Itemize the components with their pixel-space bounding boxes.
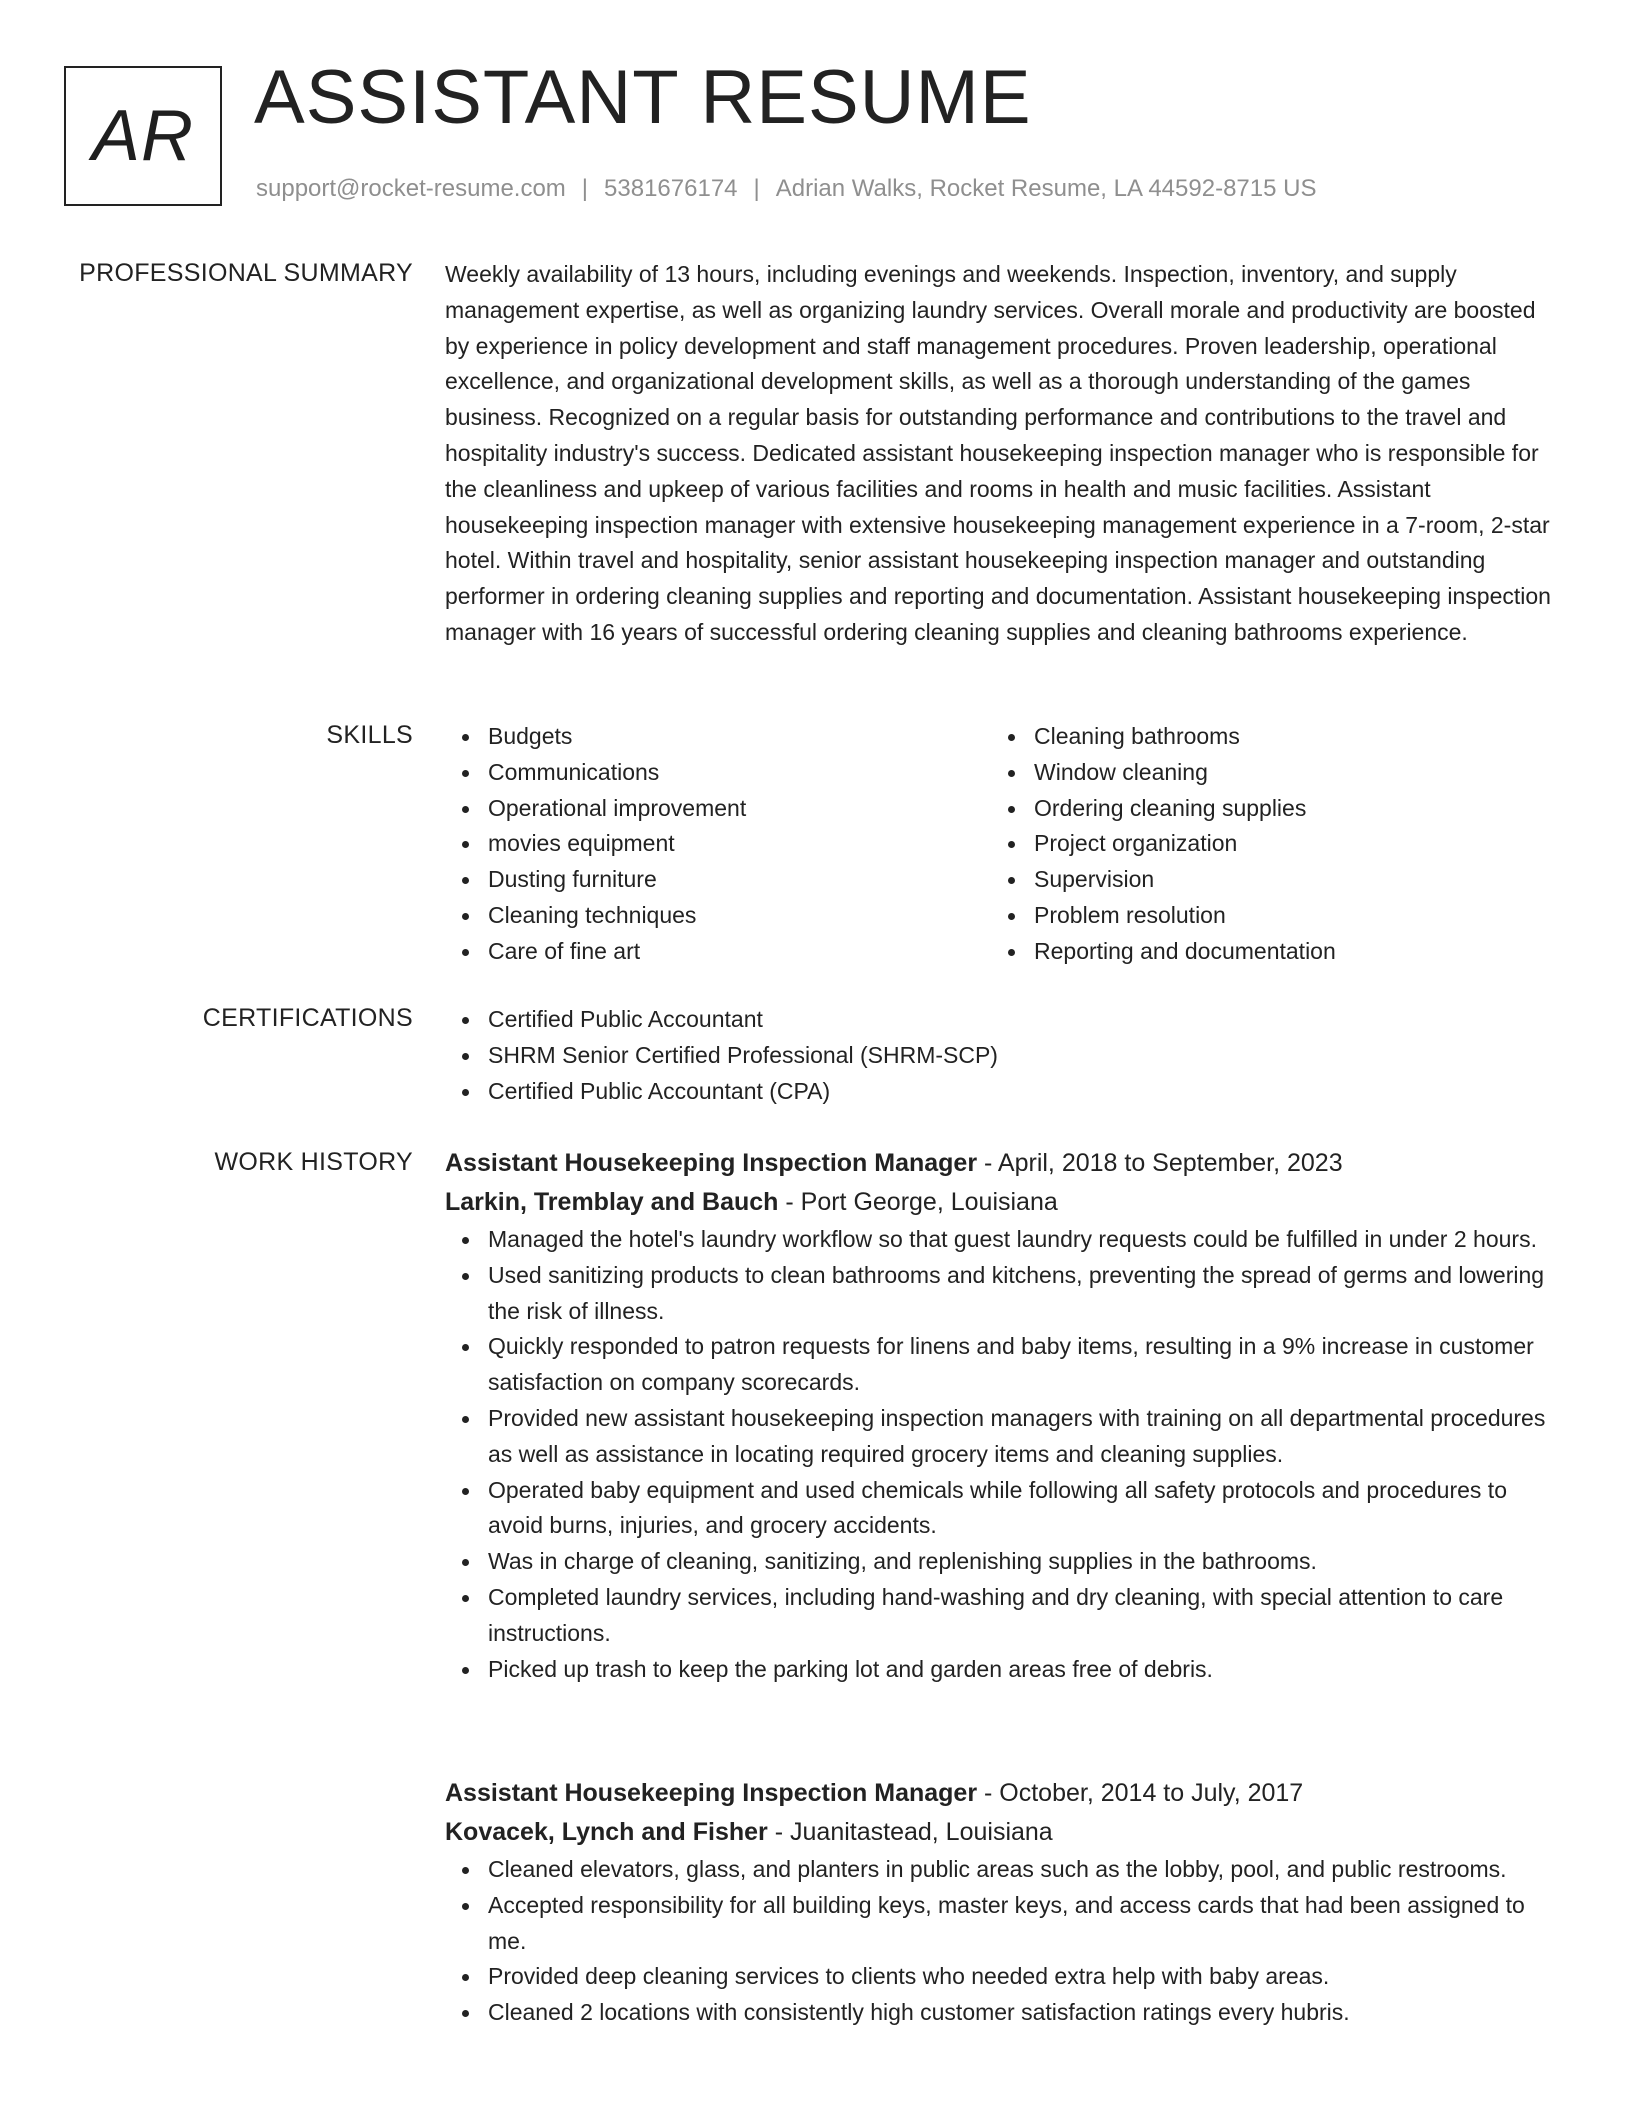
list-item: Operational improvement [445,791,991,827]
section-label-work-history: WORK HISTORY [214,1148,413,1176]
job-bullets [445,1852,1565,2031]
list-item: Completed laundry services, including hand-washing and dry cleaning, with special attention to care instructions. [445,1580,1565,1652]
job-dates: - April, 2018 to September, 2023 [977,1149,1343,1177]
list-item: SHRM Senior Certified Professional (SHRM-SCP) [445,1038,1565,1074]
job-title-line [445,1144,1565,1183]
contact-email: support@rocket-resume.com [256,175,566,202]
list-item: Managed the hotel's laundry workflow so that guest laundry requests could be fulfilled in under 2 hours. [445,1222,1565,1258]
list-item: Was in charge of cleaning, sanitizing, and replenishing supplies in the bathrooms. [445,1544,1565,1580]
list-item: Care of fine art [445,934,991,970]
contact-line [256,175,1316,203]
contact-address: Adrian Walks, Rocket Resume, LA 44592-8715 US [775,175,1317,202]
list-item: Reporting and documentation [991,934,1537,970]
job-title: Assistant Housekeeping Inspection Manager [445,1779,978,1807]
job-location: - Juanitastead, Louisiana [767,1818,1053,1846]
list-item: Provided new assistant housekeeping inspection managers with training on all departmental procedures as well as assistance in locating required grocery items and cleaning supplies. [445,1401,1565,1473]
job-entry [445,1144,1565,1687]
job-location: - Port George, Louisiana [778,1188,1058,1216]
list-item: Used sanitizing products to clean bathrooms and kitchens, preventing the spread of germs and lowering the risk of illness. [445,1258,1565,1330]
list-item: Budgets [445,719,991,755]
job-title: Assistant Housekeeping Inspection Manager [445,1149,978,1177]
certifications-list [445,1002,1565,1109]
skills-columns [445,719,1565,970]
job-company-line [445,1183,1565,1222]
list-item: Provided deep cleaning services to clients who needed extra help with baby areas. [445,1959,1565,1995]
list-item: Certified Public Accountant [445,1002,1565,1038]
page-title: ASSISTANT RESUME [254,55,1032,140]
monogram-box [64,66,222,206]
skills-list-left [445,719,991,970]
list-item: Cleaning bathrooms [991,719,1537,755]
list-item: Ordering cleaning supplies [991,791,1537,827]
job-title-line [445,1774,1565,1813]
list-item: Cleaning techniques [445,898,991,934]
skills-list-right [991,719,1537,970]
list-item: Dusting furniture [445,862,991,898]
skills-body [445,719,1565,970]
list-item: Cleaned 2 locations with consistently high customer satisfaction ratings every hubris. [445,1995,1565,2031]
section-label-summary: PROFESSIONAL SUMMARY [79,259,413,287]
list-item: Supervision [991,862,1537,898]
contact-separator: | [581,175,589,202]
list-item: Cleaned elevators, glass, and planters in public areas such as the lobby, pool, and public restrooms. [445,1852,1565,1888]
list-item: Window cleaning [991,755,1537,791]
list-item: Problem resolution [991,898,1537,934]
job-dates: - October, 2014 to July, 2017 [977,1779,1304,1807]
job-company: Kovacek, Lynch and Fisher [445,1818,768,1846]
list-item: movies equipment [445,826,991,862]
list-item: Project organization [991,826,1537,862]
section-label-skills: SKILLS [326,721,413,749]
contact-separator: | [753,175,760,202]
monogram-initials: AR [91,96,195,176]
list-item: Certified Public Accountant (CPA) [445,1074,1565,1110]
job-company: Larkin, Tremblay and Bauch [445,1188,779,1216]
list-item: Operated baby equipment and used chemicals while following all safety protocols and procedures to avoid burns, injuries, and grocery accidents. [445,1473,1565,1545]
list-item: Communications [445,755,991,791]
contact-phone: 5381676174 [604,175,738,202]
summary-text: Weekly availability of 13 hours, including evenings and weekends. Inspection, inventory, and supply management expertise, as well as organizing laundry services. Overall morale and productivity are boosted by experience in policy development and staff management procedures. Proven leadership, operational excellence, and organizational development skills, as well as a thorough understanding of the games business. Recognized on a regular basis for outstanding performance and contributions to the travel and hospitality industry's success. Dedicated assistant housekeeping inspection manager who is responsible for the cleanliness and upkeep of various facilities and rooms in health and music facilities. Assistant housekeeping inspection manager with extensive housekeeping management experience in a 7-room, 2-star hotel. Within travel and hospitality, senior assistant housekeeping inspection manager and outstanding performer in ordering cleaning supplies and reporting and documentation. Assistant housekeeping inspection manager with 16 years of successful ordering cleaning supplies and cleaning bathrooms experience. [445,261,1551,645]
list-item: Accepted responsibility for all building keys, master keys, and access cards that had been assigned to me. [445,1888,1565,1960]
summary-body [445,257,1565,651]
section-label-certifications: CERTIFICATIONS [202,1004,413,1032]
job-entry [445,1774,1565,2031]
job-bullets [445,1222,1565,1687]
list-item: Picked up trash to keep the parking lot and garden areas free of debris. [445,1652,1565,1688]
certifications-body [445,1002,1565,1109]
list-item: Quickly responded to patron requests for linens and baby items, resulting in a 9% increase in customer satisfaction on company scorecards. [445,1329,1565,1401]
job-company-line [445,1813,1565,1852]
